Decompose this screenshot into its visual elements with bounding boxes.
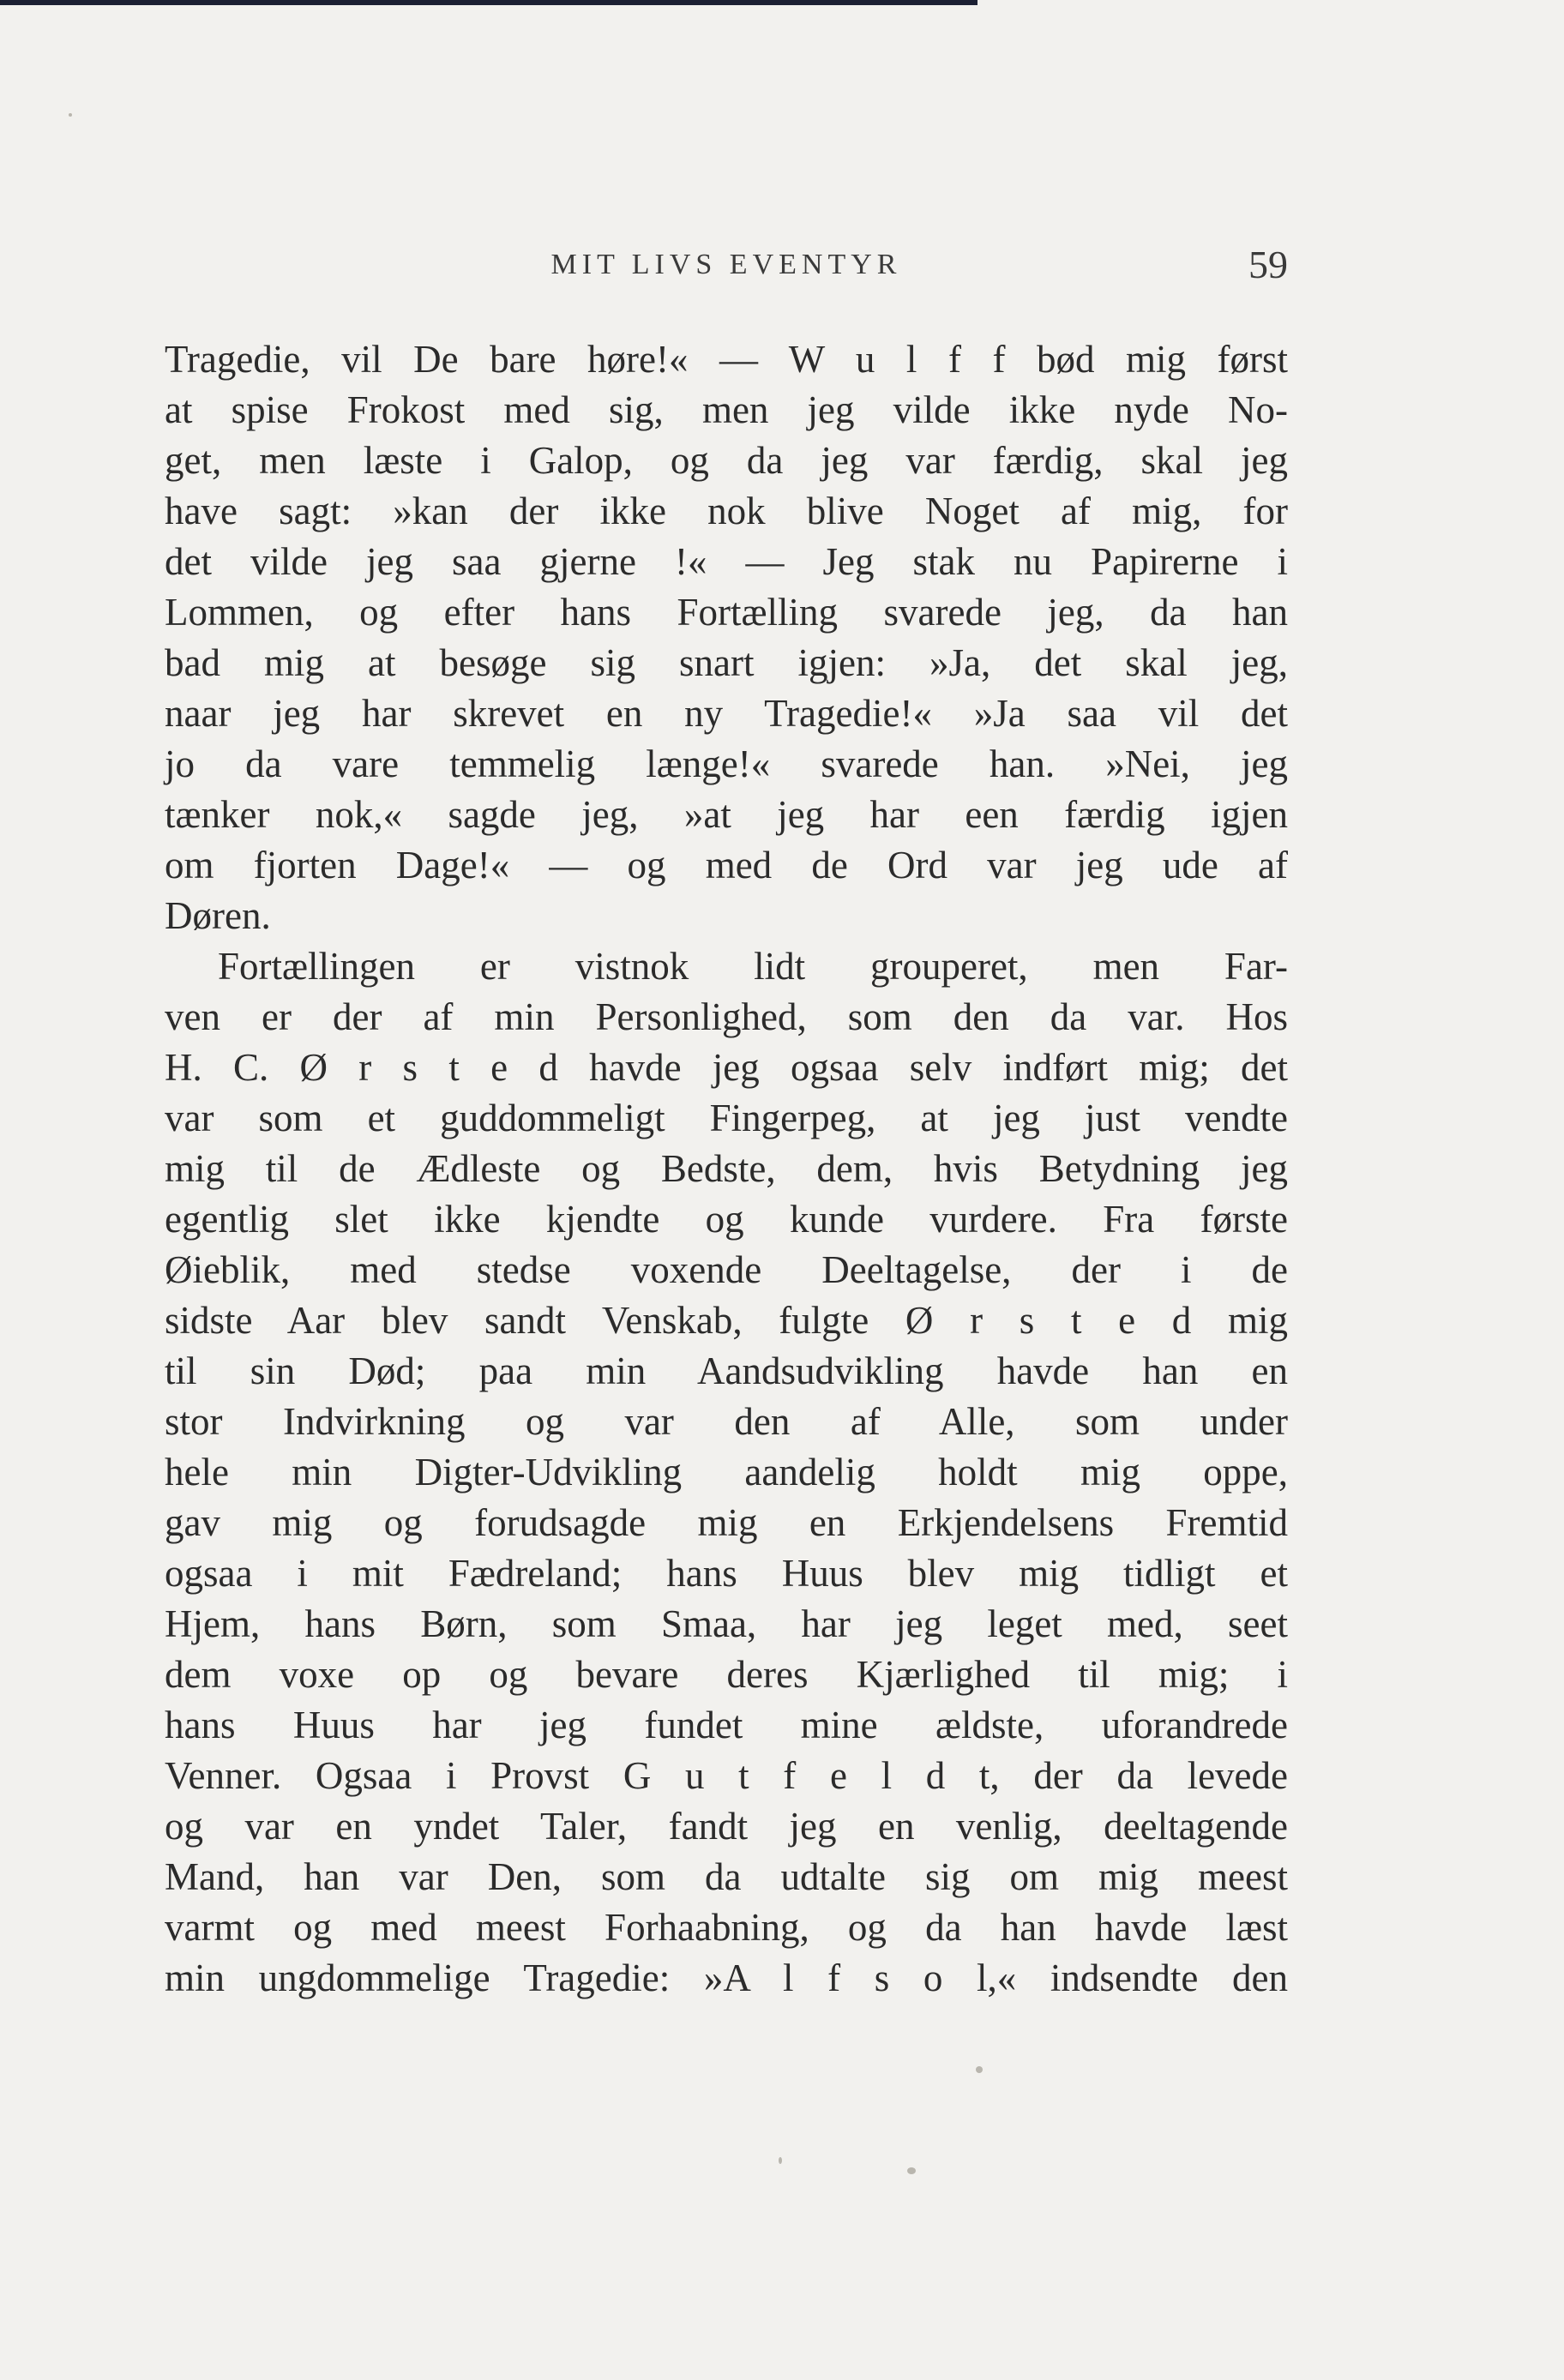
- text-line: sidste Aar blev sandt Venskab, fulgte Ø r s t e d mig: [165, 1299, 1288, 1342]
- text-line: naar jeg har skrevet en ny Tragedie!« »Ja saa vil det: [165, 692, 1288, 735]
- text-line: ogsaa i mit Fædreland; hans Huus blev mig tidligt et: [165, 1552, 1288, 1595]
- running-head: MIT LIVS EVENTYR: [550, 249, 902, 280]
- scan-top-edge: [0, 0, 977, 5]
- text-line: bad mig at besøge sig snart igjen: »Ja, det skal jeg,: [165, 641, 1288, 684]
- text-line: og var en yndet Taler, fandt jeg en venlig, deeltagende: [165, 1805, 1288, 1848]
- text-line: have sagt: »kan der ikke nok blive Noget af mig, for: [165, 490, 1288, 532]
- paper-speck: [976, 2066, 983, 2073]
- text-line: mig til de Ædleste og Bedste, dem, hvis Betydning jeg: [165, 1147, 1288, 1190]
- body-text: [165, 334, 1288, 2004]
- text-line: Venner. Ogsaa i Provst G u t f e l d t, der da levede: [165, 1754, 1288, 1797]
- text-line: egentlig slet ikke kjendte og kunde vurdere. Fra første: [165, 1198, 1288, 1241]
- page-number: 59: [1248, 243, 1288, 286]
- text-line: var som et guddommeligt Fingerpeg, at jeg just vendte: [165, 1097, 1288, 1139]
- text-line: Lommen, og efter hans Fortælling svarede jeg, da han: [165, 591, 1288, 634]
- text-line: jo da vare temmelig længe!« svarede han. »Nei, jeg: [165, 742, 1288, 785]
- text-line: om fjorten Dage!« — og med de Ord var jeg ude af: [165, 844, 1288, 886]
- text-line: get, men læste i Galop, og da jeg var færdig, skal jeg: [165, 439, 1288, 482]
- text-line: Hjem, hans Børn, som Smaa, har jeg leget med, seet: [165, 1602, 1288, 1645]
- text-line: at spise Frokost med sig, men jeg vilde ikke nyde No-: [165, 388, 1288, 431]
- text-line: varmt og med meest Forhaabning, og da han havde læst: [165, 1906, 1288, 1949]
- paper-speck: [69, 113, 72, 117]
- text-line: ven er der af min Personlighed, som den da var. Hos: [165, 995, 1288, 1038]
- text-line: Mand, han var Den, som da udtalte sig om mig meest: [165, 1855, 1288, 1898]
- text-line: hans Huus har jeg fundet mine ældste, uforandrede: [165, 1704, 1288, 1746]
- text-line: hele min Digter-Udvikling aandelig holdt mig oppe,: [165, 1451, 1288, 1494]
- text-line: stor Indvirkning og var den af Alle, som under: [165, 1400, 1288, 1443]
- text-line: min ungdommelige Tragedie: »A l f s o l,« indsendte den: [165, 1956, 1288, 1999]
- text-line: gav mig og forudsagde mig en Erkjendelsens Fremtid: [165, 1501, 1288, 1544]
- text-line: til sin Død; paa min Aandsudvikling havde han en: [165, 1349, 1288, 1392]
- text-line: dem voxe op og bevare deres Kjærlighed til mig; i: [165, 1653, 1288, 1696]
- paper-speck: [907, 2167, 916, 2174]
- paper-speck: [779, 2157, 782, 2164]
- text-line: Øieblik, med stedse voxende Deeltagelse, der i de: [165, 1248, 1288, 1291]
- text-line: H. C. Ø r s t e d havde jeg ogsaa selv indført mig; det: [165, 1046, 1288, 1089]
- text-line: Tragedie, vil De bare høre!« — W u l f f bød mig først: [165, 338, 1288, 381]
- text-line: det vilde jeg saa gjerne !« — Jeg stak nu Papirerne i: [165, 540, 1288, 583]
- text-line: Døren.: [165, 894, 271, 937]
- text-line: tænker nok,« sagde jeg, »at jeg har een færdig igjen: [165, 793, 1288, 836]
- page-header: [165, 242, 1288, 293]
- text-line: Fortællingen er vistnok lidt grouperet, men Far-: [218, 945, 1288, 988]
